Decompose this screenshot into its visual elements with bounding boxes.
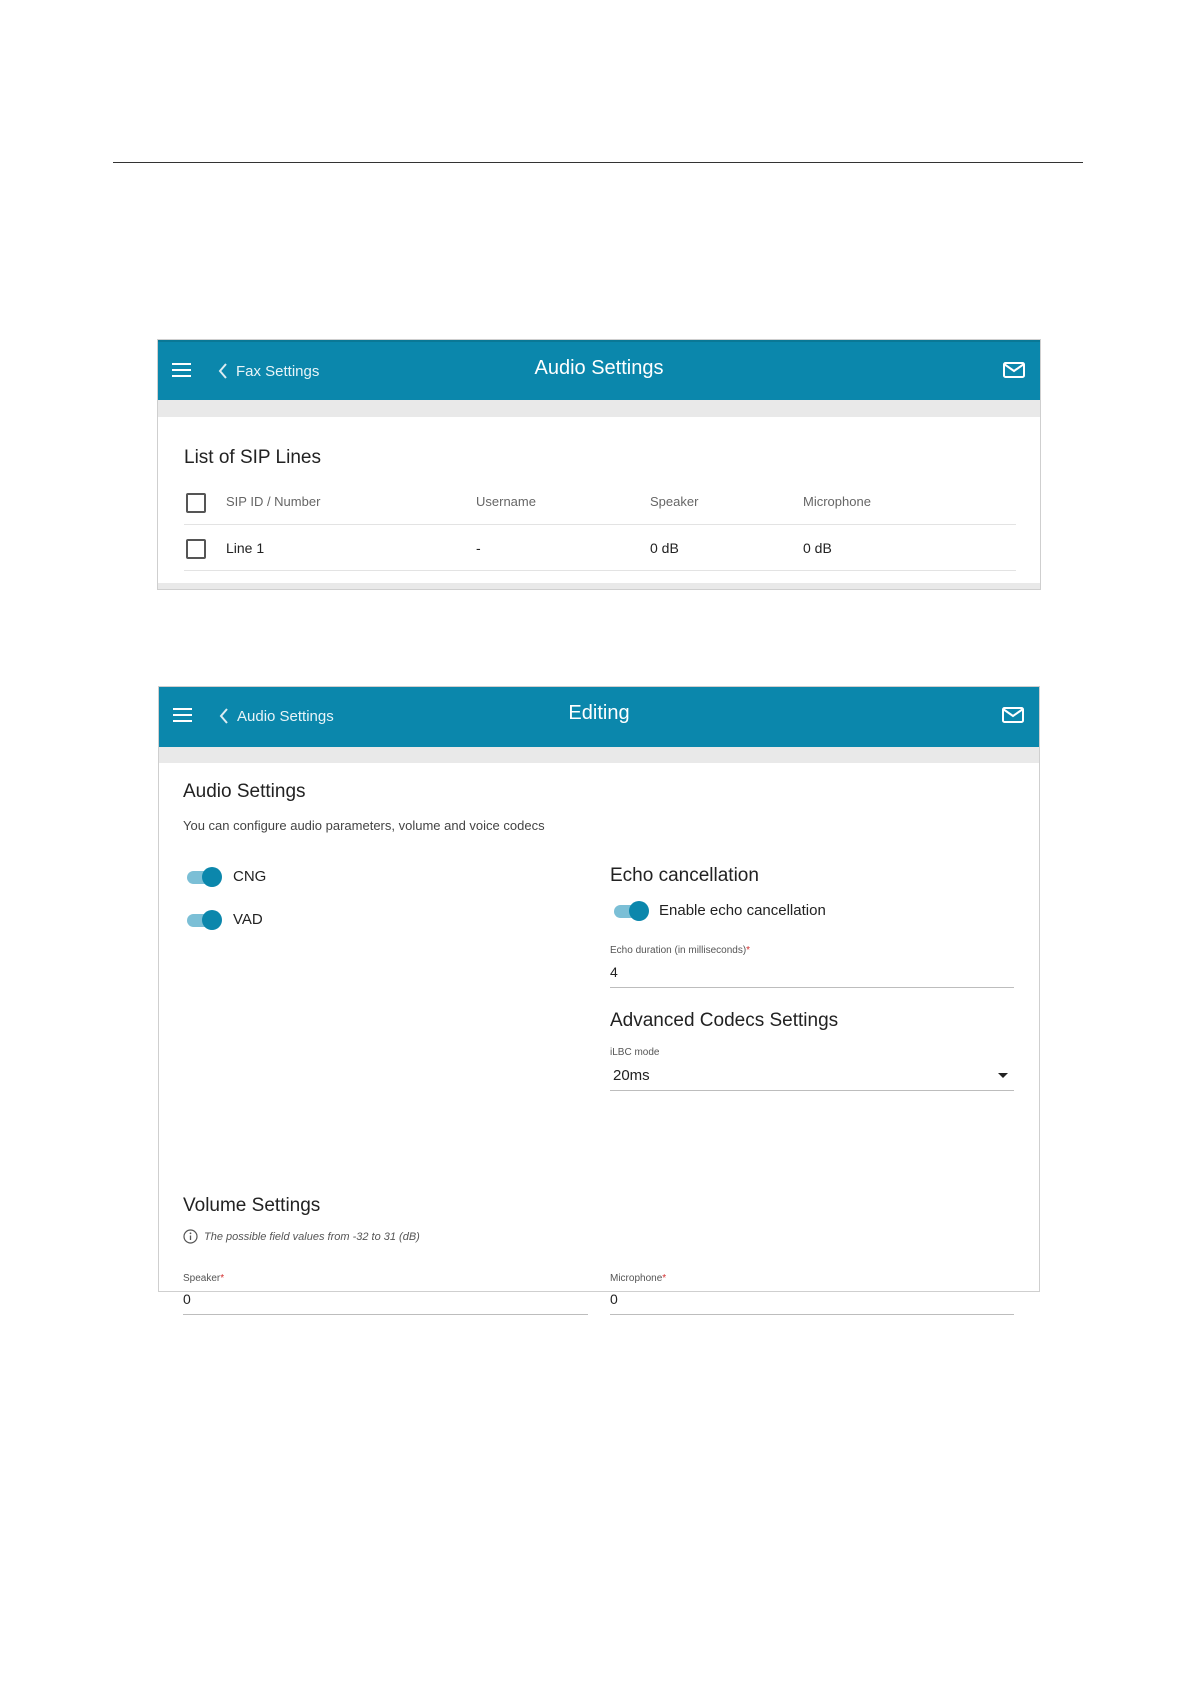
column-header[interactable]: Speaker: [650, 494, 699, 509]
editing-screen: [158, 686, 1040, 1292]
echo-duration-label: [610, 945, 750, 956]
row-checkbox[interactable]: [186, 539, 206, 559]
label-text: Microphone: [610, 1273, 663, 1284]
card-description: You can configure audio parameters, volume and voice codecs: [183, 818, 545, 833]
column-header[interactable]: SIP ID / Number: [226, 494, 321, 509]
page-divider: [113, 162, 1083, 163]
codecs-section-title: Advanced Codecs Settings: [610, 1010, 839, 1031]
note-text: The possible field values from -32 to 31 (dB): [204, 1230, 420, 1243]
column-header[interactable]: Username: [476, 494, 536, 509]
select-all-checkbox[interactable]: [186, 493, 206, 513]
table-row[interactable]: [184, 525, 1016, 571]
speaker-cell: 0 dB: [650, 540, 679, 556]
required-mark: *: [746, 945, 751, 956]
echo-section-title: Echo cancellation: [610, 865, 759, 886]
echo-toggle-label: Enable echo cancellation: [659, 902, 826, 919]
ilbc-mode-select[interactable]: [610, 1059, 1014, 1091]
speaker-label: [183, 1273, 224, 1284]
speaker-field[interactable]: [183, 1285, 588, 1315]
back-label: Fax Settings: [236, 362, 320, 380]
table-header: [184, 479, 1016, 525]
top-bar: [159, 687, 1039, 747]
speaker-input[interactable]: [183, 1285, 588, 1307]
microphone-cell: 0 dB: [803, 540, 832, 556]
vad-label: VAD: [233, 911, 263, 928]
required-mark: *: [220, 1273, 225, 1284]
card-title: Audio Settings: [183, 781, 306, 802]
echo-duration-input[interactable]: [610, 958, 1014, 980]
echo-toggle[interactable]: [614, 901, 650, 921]
info-icon: [183, 1229, 198, 1244]
vad-toggle[interactable]: [187, 910, 223, 930]
sip-id-cell: Line 1: [226, 540, 265, 556]
back-label: Audio Settings: [237, 707, 334, 725]
header-shadow: [159, 747, 1039, 763]
ilbc-mode-value: 20ms: [613, 1067, 650, 1084]
header-shadow: [158, 400, 1040, 417]
required-mark: *: [662, 1273, 667, 1284]
caret-down-icon: [998, 1073, 1008, 1078]
volume-section-title: Volume Settings: [183, 1195, 321, 1216]
microphone-label: [610, 1273, 666, 1284]
mail-icon[interactable]: [1001, 705, 1025, 725]
card-bottom-shadow: [158, 583, 1040, 589]
card-title: List of SIP Lines: [184, 447, 321, 468]
microphone-input[interactable]: [610, 1285, 1014, 1307]
audio-settings-screen: [157, 339, 1041, 590]
username-cell: -: [476, 540, 481, 556]
top-bar: [158, 340, 1040, 400]
volume-note: [183, 1229, 420, 1244]
echo-duration-field[interactable]: [610, 958, 1014, 988]
toggle-knob: [202, 867, 222, 887]
page-title: Editing: [568, 702, 630, 724]
toggle-knob: [202, 910, 222, 930]
cng-toggle[interactable]: [187, 867, 223, 887]
label-text: Echo duration (in milliseconds): [610, 945, 747, 956]
ilbc-mode-label: iLBC mode: [610, 1047, 660, 1058]
column-header[interactable]: Microphone: [803, 494, 871, 509]
cng-label: CNG: [233, 868, 267, 885]
toggle-knob: [629, 901, 649, 921]
microphone-field[interactable]: [610, 1285, 1014, 1315]
label-text: Speaker: [183, 1273, 221, 1284]
page-title: Audio Settings: [534, 357, 664, 379]
mail-icon[interactable]: [1002, 360, 1026, 380]
